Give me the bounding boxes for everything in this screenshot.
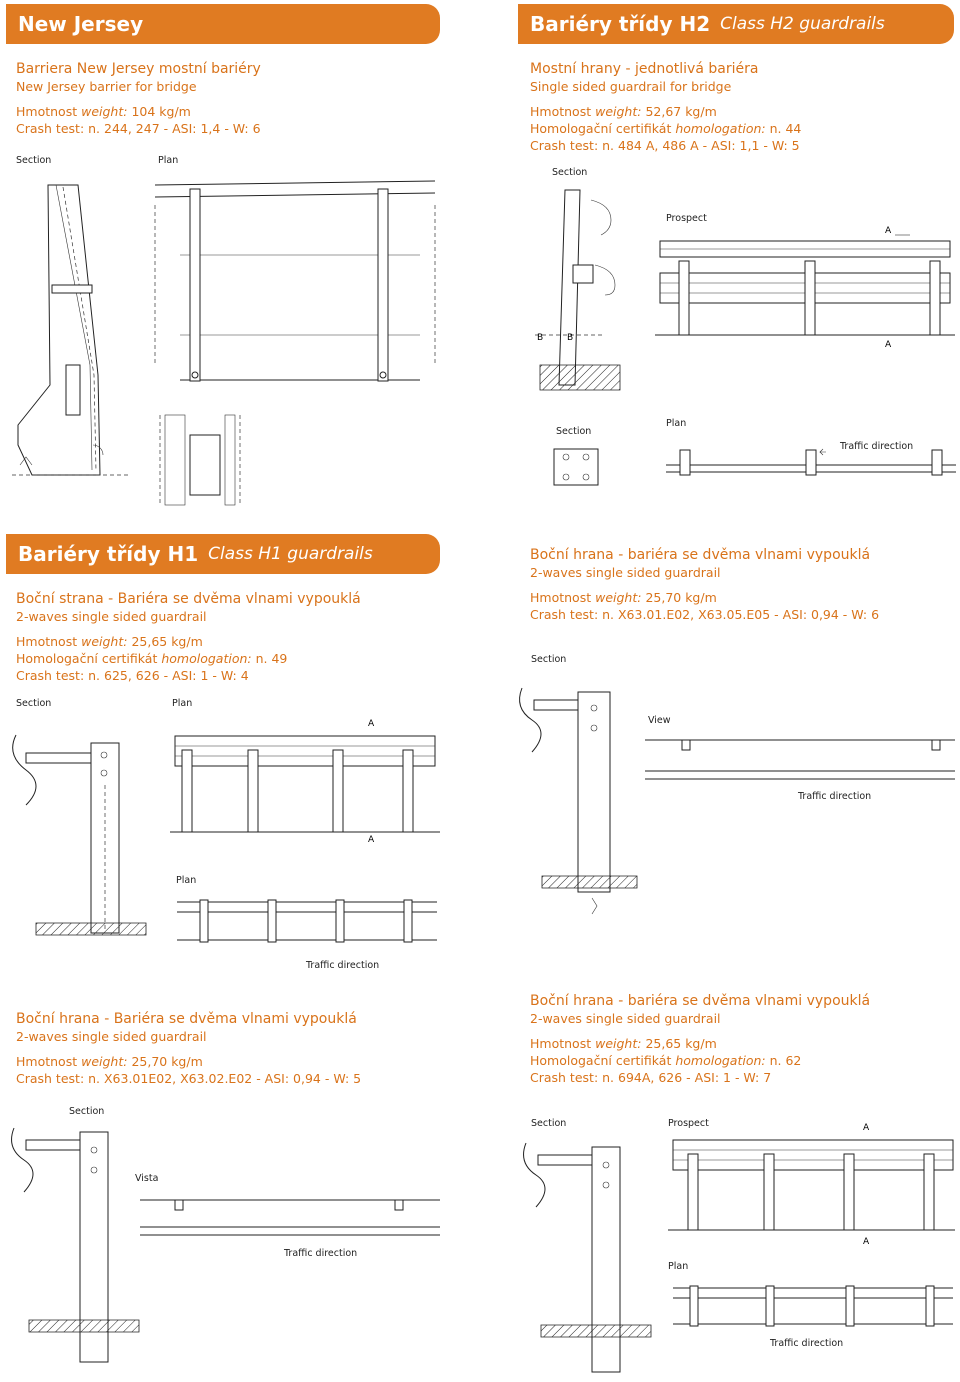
r2-info: [530, 546, 950, 623]
title-cz: Boční hrana - bariéra se dvěma vlnami vypouklá: [530, 993, 871, 1009]
nj-plan-drawing: [150, 175, 440, 505]
h2-prospect-label: Prospect: [666, 213, 707, 224]
nj-plan-label: Plan: [158, 155, 179, 166]
h1-section-drawing: [6, 725, 156, 965]
h1-section-label: Section: [16, 698, 52, 709]
crash-line: Crash test: n. X63.01E02, X63.02.E02 - ASI: 0,94 - W: 5: [16, 1071, 362, 1086]
header-title: Bariéry třídy H2: [530, 12, 711, 36]
crash-line: Crash test: n. 694A, 626 - ASI: 1 - W: 7: [530, 1070, 772, 1085]
mark-a-top: A: [368, 719, 375, 729]
weight-line: Hmotnost weight: 104 kg/m: [16, 104, 191, 119]
h2-prospect-drawing: [655, 225, 955, 350]
header-subtitle: Class H2 guardrails: [720, 14, 885, 34]
r3-traffic-label: Traffic direction: [770, 1338, 844, 1349]
r3-plan-label: Plan: [668, 1261, 689, 1272]
r2-section-drawing: [512, 678, 642, 938]
mark-a-bottom: A: [368, 835, 375, 845]
mark-a-top: A: [863, 1123, 870, 1133]
h2-section2-label: Section: [556, 426, 592, 437]
crash-line: Crash test: n. 484 A, 486 A - ASI: 1,1 - W: 5: [530, 138, 800, 153]
homol-line: Homologační certifikát homologation: n. 44: [530, 121, 802, 136]
header-title: New Jersey: [18, 12, 144, 36]
h2-header: [518, 4, 954, 44]
weight-line: Hmotnost weight: 52,67 kg/m: [530, 104, 717, 119]
title-cz: Mostní hrany - jednotlivá bariéra: [530, 61, 759, 77]
mark-b-left: B: [537, 333, 544, 343]
weight-line: Hmotnost weight: 25,70 kg/m: [16, 1054, 203, 1069]
homol-line: Homologační certifikát homologation: n. 49: [16, 651, 288, 666]
h2-traffic-label: Traffic direction: [840, 441, 914, 452]
h1-plan-drawing: [170, 719, 440, 852]
header-subtitle: Class H1 guardrails: [208, 544, 373, 564]
h1-plan2-drawing: [172, 892, 442, 952]
r3-section-label: Section: [531, 1118, 567, 1129]
h1-info: [16, 590, 436, 684]
title-en: 2-waves single sided guardrail: [530, 1011, 721, 1026]
h2-section2-drawing: [552, 447, 602, 487]
crash-line: Crash test: n. 244, 247 - ASI: 1,4 - W: 6: [16, 121, 261, 136]
mark-a-bottom: A: [863, 1237, 870, 1247]
l3-vista-label: Vista: [135, 1173, 159, 1184]
h2-section-drawing: [535, 185, 645, 395]
r3-section-drawing: [516, 1135, 656, 1380]
h1-header: [6, 534, 440, 574]
weight-line: Hmotnost weight: 25,65 kg/m: [530, 1036, 717, 1051]
mark-a-top: A: [885, 226, 892, 236]
title-cz: Barriera New Jersey mostní bariéry: [16, 61, 261, 77]
crash-line: Crash test: n. X63.01.E02, X63.05.E05 - ASI: 0,94 - W: 6: [530, 607, 880, 622]
h2-section-label: Section: [552, 167, 588, 178]
new-jersey-info: [16, 60, 436, 137]
homol-line: Homologační certifikát homologation: n. 62: [530, 1053, 802, 1068]
r2-section-label: Section: [531, 654, 567, 665]
r3-prospect-label: Prospect: [668, 1118, 709, 1129]
weight-line: Hmotnost weight: 25,65 kg/m: [16, 634, 203, 649]
h2-plan-drawing: [666, 440, 956, 485]
r2-traffic-label: Traffic direction: [798, 791, 872, 802]
r3-plan-drawing: [668, 1280, 955, 1330]
title-en: New Jersey barrier for bridge: [16, 79, 197, 94]
r2-view-drawing: [640, 735, 955, 785]
title-cz: Boční hrana - bariéra se dvěma vlnami vypouklá: [530, 547, 871, 563]
weight-line: Hmotnost weight: 25,70 kg/m: [530, 590, 717, 605]
h2-plan-label: Plan: [666, 418, 687, 429]
header-title: Bariéry třídy H1: [18, 542, 199, 566]
h2-info: [530, 60, 950, 154]
title-cz: Boční strana - Bariéra se dvěma vlnami vypouklá: [16, 591, 361, 607]
l3-section-label: Section: [69, 1106, 105, 1117]
new-jersey-header: [6, 4, 440, 44]
title-cz: Boční hrana - Bariéra se dvěma vlnami vypouklá: [16, 1011, 357, 1027]
l3-info: [16, 1010, 456, 1087]
title-en: Single sided guardrail for bridge: [530, 79, 732, 94]
title-en: 2-waves single sided guardrail: [16, 609, 207, 624]
r2-view-label: View: [648, 715, 671, 726]
nj-section-label: Section: [16, 155, 52, 166]
l3-traffic-label: Traffic direction: [284, 1248, 358, 1259]
r3-info: [530, 992, 950, 1086]
title-en: 2-waves single sided guardrail: [530, 565, 721, 580]
h1-traffic-label: Traffic direction: [306, 960, 380, 971]
mark-b-right: B: [567, 333, 574, 343]
title-en: 2-waves single sided guardrail: [16, 1029, 207, 1044]
h1-plan-label: Plan: [172, 698, 193, 709]
nj-section-drawing: [8, 175, 148, 505]
mark-a-bottom: A: [885, 340, 892, 350]
crash-line: Crash test: n. 625, 626 - ASI: 1 - W: 4: [16, 668, 249, 683]
l3-vista-drawing: [135, 1195, 440, 1240]
l3-section-drawing: [4, 1120, 144, 1375]
h1-plan2-label: Plan: [176, 875, 197, 886]
